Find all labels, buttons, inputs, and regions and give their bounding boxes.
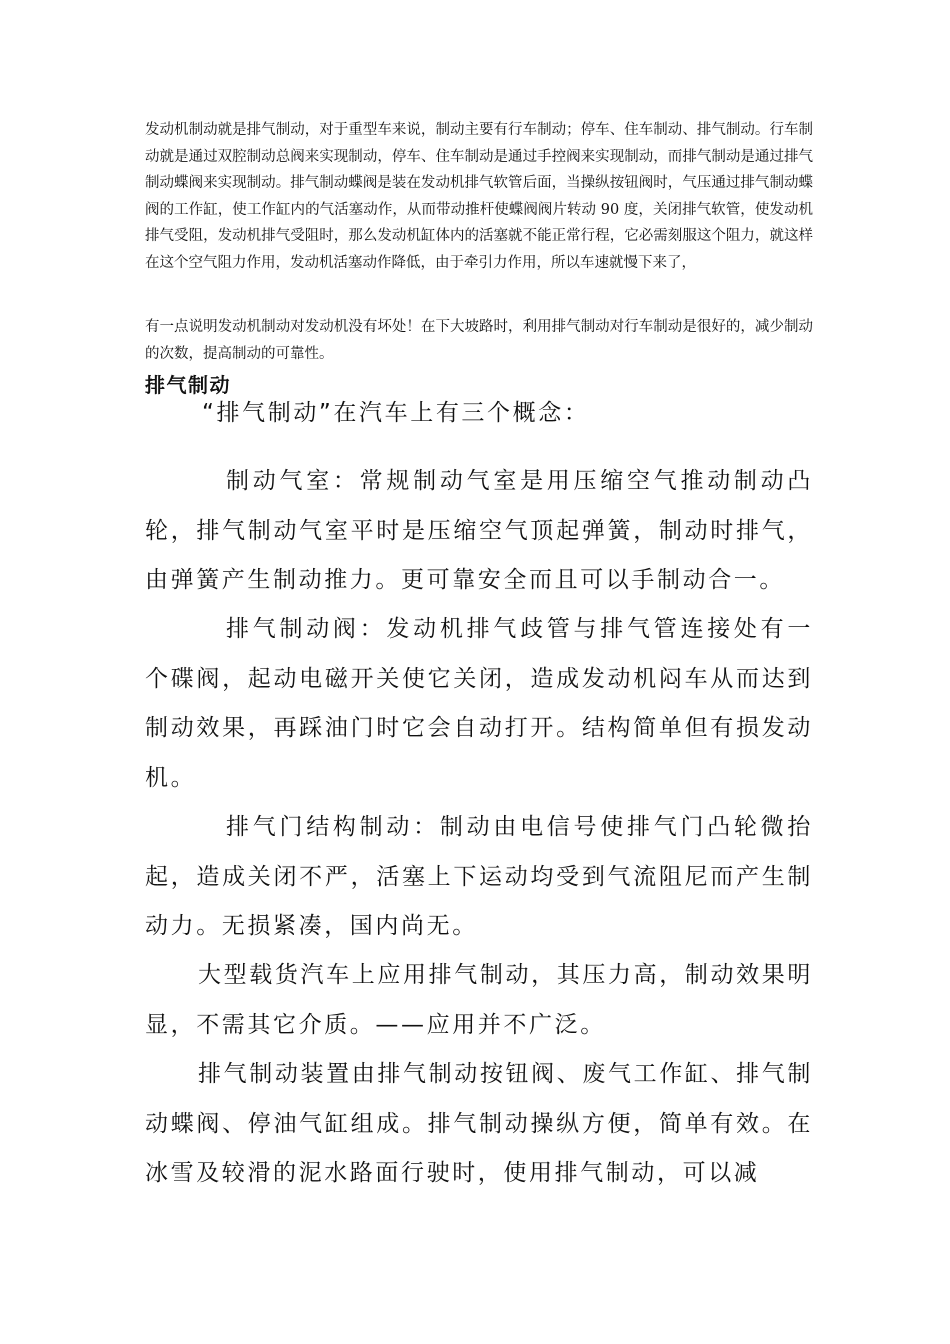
concept-paragraph: 制动气室：常规制动气室是用压缩空气推动制动凸轮，排气制动气室平时是压缩空气顶起弹簧，制动时排气，由弹簧产生制动推力。更可靠安全而且可以手制动合一。 <box>145 468 813 593</box>
section-heading: 排气制动 <box>145 373 231 397</box>
concept-paragraph: 排气制动阀：发动机排气歧管与排气管连接处有一个碟阀，起动电磁开关使它关闭，造成发动机闷车从而达到制动效果，再踩油门时它会自动打开。结构简单但有损发动机。 <box>145 616 813 791</box>
body-paragraph: 发动机制动就是排气制动，对于重型车来说，制动主要有行车制动；停车、住车制动、排气制动。行车制动就是通过双腔制动总阀来实现制动，停车、住车制动是通过手控阀来实现制动，而排气制动是通过排气制动蝶阀来实现制动。排气制动蝶阀是装在发动机排气软管后面，当操纵按钮阀时，气压通过排气制动蝶阀的工作缸，使工作缸内的气活塞动作，从而带动推杆使蝶阀阀片转动 90 度，关闭排气软管，使发动机排气受阻，发动机排气受阻时，那么发动机缸体内的活塞就不能正常行程，它必需刻服这个阻力，就这样在这个空气阻力作用，发动机活塞动作降低，由于牵引力作用，所以车速就慢下来了， <box>145 122 813 271</box>
intro-paragraph: “排气制动”在汽车上有三个概念： <box>202 400 590 426</box>
body-paragraph: 排气制动装置由排气制动按钮阀、废气工作缸、排气制动蝶阀、停油气缸组成。排气制动操纵方便，简单有效。在冰雪及较滑的泥水路面行驶时，使用排气制动，可以减 <box>145 1061 813 1186</box>
body-paragraph: 有一点说明发动机制动对发动机没有坏处！在下大坡路时，利用排气制动对行车制动是很好的，减少制动的次数，提高制动的可靠性。 <box>145 319 813 362</box>
concept-paragraph: 排气门结构制动：制动由电信号使排气门凸轮微抬起，造成关闭不严，活塞上下运动均受到气流阻尼而产生制动力。无损紧凑，国内尚无。 <box>145 814 813 939</box>
body-paragraph: 大型载货汽车上应用排气制动，其压力高，制动效果明显，不需其它介质。——应用并不广泛。 <box>145 962 813 1038</box>
